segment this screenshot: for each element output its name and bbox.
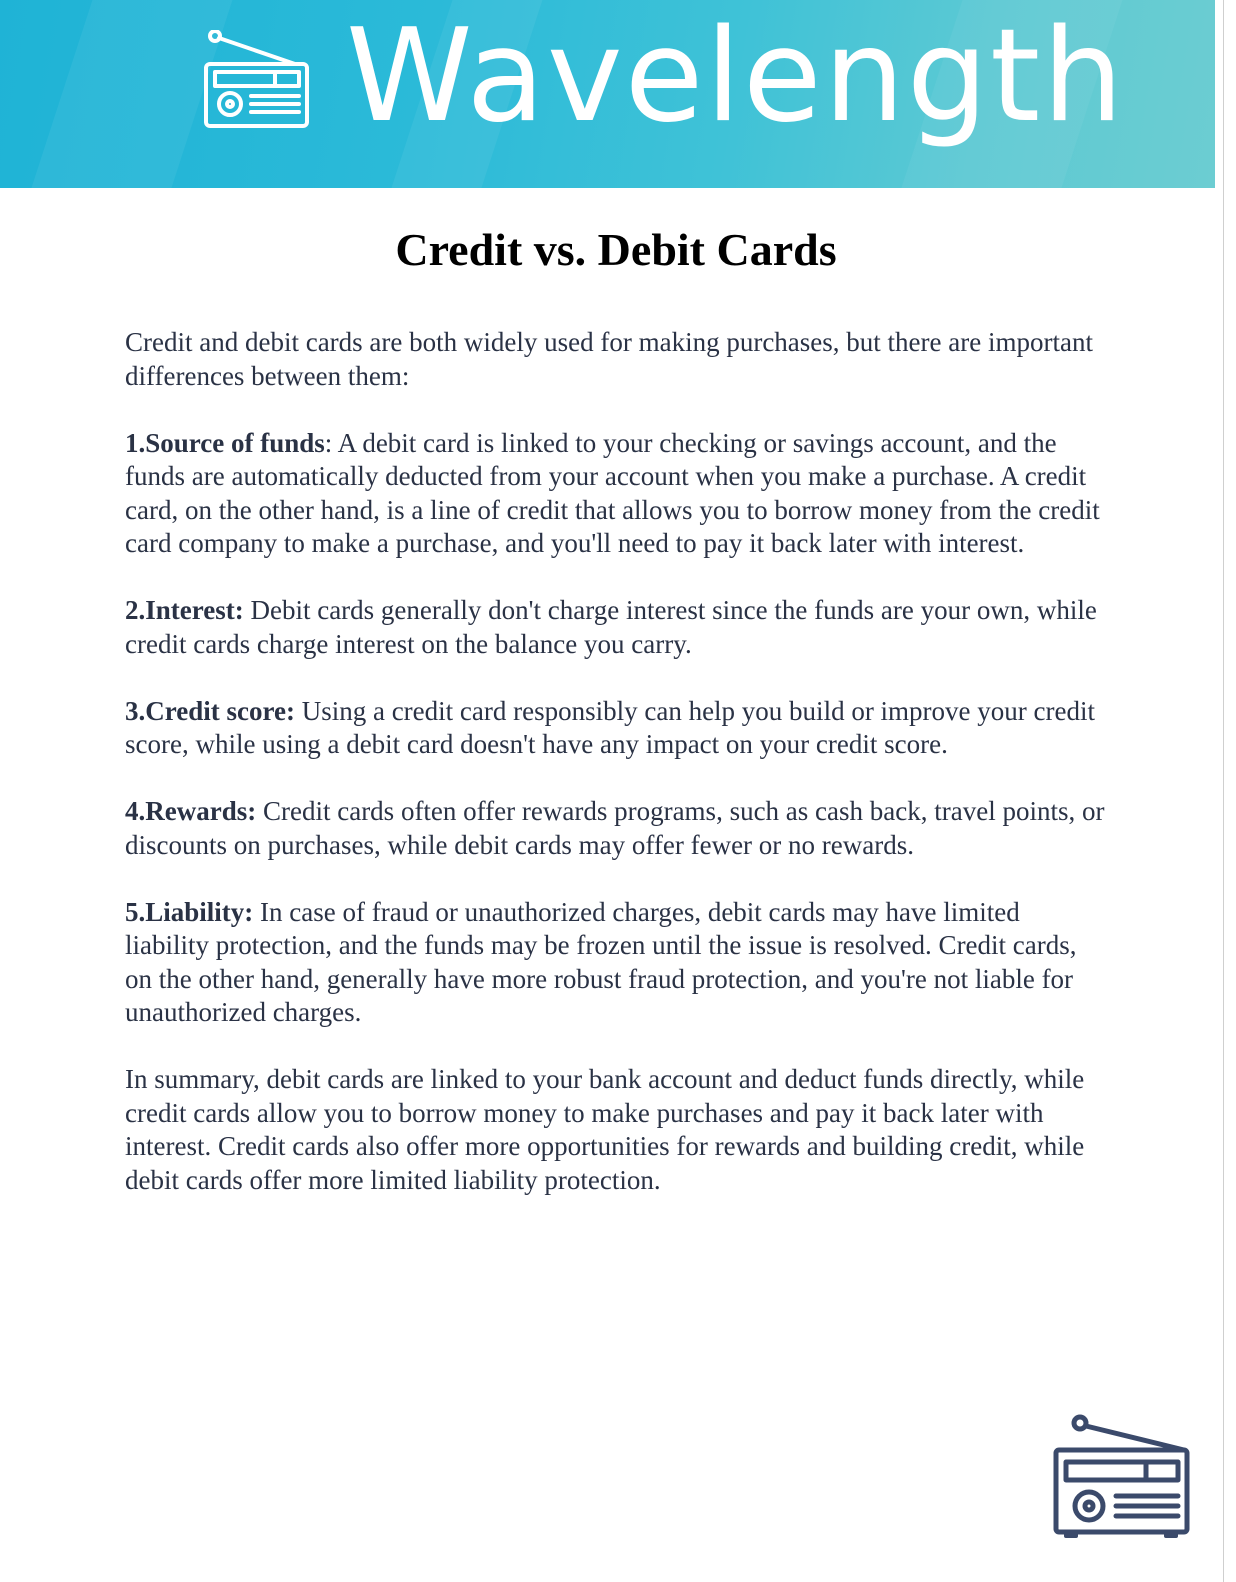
point-text: In case of fraud or unauthorized charges, debit cards may have limited liability protection, and the funds may be frozen until the issue is resolved. Credit cards, on the other hand, generally have more robust fraud protection, and you're not liable for unauthorized charges. <box>125 896 1077 1027</box>
point-label: 4.Rewards: <box>125 796 257 826</box>
point-label: 5.Liability: <box>125 896 254 927</box>
point-label: 2.Interest: <box>125 595 244 625</box>
radio-icon <box>203 30 313 130</box>
radio-icon <box>1050 1410 1202 1552</box>
point-text: Debit cards generally don't charge interest since the funds are your own, while credit cards charge interest on the balance you carry. <box>125 595 1097 659</box>
point-text: Using a credit card responsibly can help you build or improve your credit score, while using a debit card doesn't have any impact on your credit score. <box>125 695 1095 759</box>
point-text: A debit card is linked to your checking or savings account, and the funds are automatically deducted from your account when you make a purchase. A credit card, on the other hand, is a line of credit that allows you to borrow money from the credit card company to make a purchase, and you'll need to pay it back later with interest. <box>125 427 1100 558</box>
list-item: 1.Source of funds: A debit card is linked to your checking or savings account, and the funds are automatically deducted from your account when you make a purchase. A credit card, on the other hand, is a line of credit that allows you to borrow money from the credit card company to make a purchase, and you'll need to pay it back later with interest. <box>125 427 1100 558</box>
summary-paragraph: In summary, debit cards are linked to your bank account and deduct funds directly, while credit cards allow you to borrow money to make purchases and pay it back later with interest. Credit cards also offer more opportunities for rewards and building credit, while debit cards offer more limited liability protection. <box>125 1064 1085 1195</box>
point-label: 1.Source of funds <box>125 427 325 458</box>
article-body <box>125 326 1105 1231</box>
header-banner <box>0 0 1215 188</box>
point-text: Credit cards often offer rewards programs, such as cash back, travel points, or discounts on purchases, while debit cards may offer fewer or no rewards. <box>125 796 1105 860</box>
intro-paragraph: Credit and debit cards are both widely used for making purchases, but there are important differences between them: <box>125 327 1093 391</box>
list-item <box>125 695 1105 762</box>
page-title: Credit vs. Debit Cards <box>395 224 837 275</box>
brand-name: Wavelength <box>346 2 1126 151</box>
list-item <box>125 896 1105 1030</box>
list-item <box>125 594 1105 661</box>
list-item <box>125 795 1105 862</box>
point-label: 3.Credit score: <box>125 695 295 726</box>
